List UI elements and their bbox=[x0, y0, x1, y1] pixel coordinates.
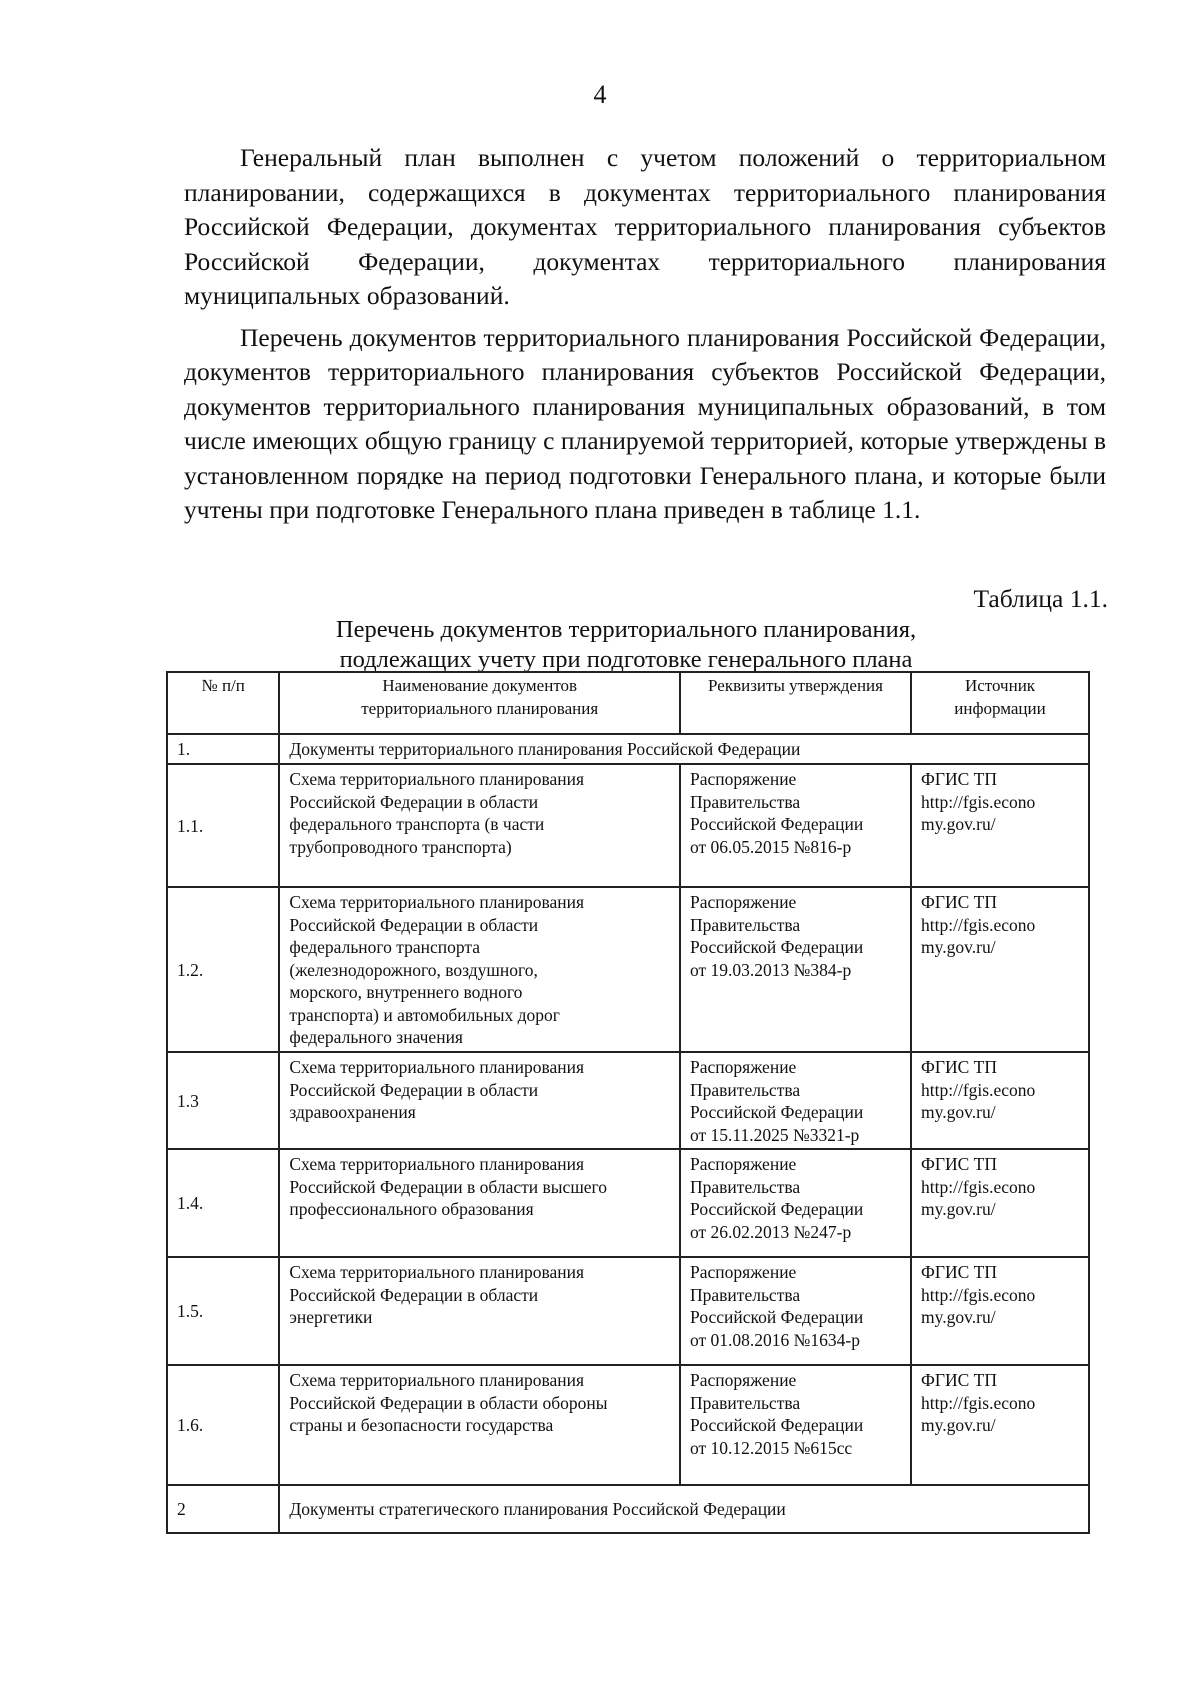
header-source bbox=[911, 672, 1089, 734]
cell-line: от 10.12.2015 №615сс bbox=[690, 1437, 853, 1458]
cell-line: (железнодорожного, воздушного, bbox=[289, 959, 538, 980]
cell-line: Российской Федерации в области bbox=[289, 1079, 539, 1100]
section-title: Документы территориального планирования Российской Федерации bbox=[279, 734, 1089, 764]
cell-line: Схема территориального планирования bbox=[289, 892, 585, 912]
cell-line: ФГИС ТП bbox=[921, 1154, 997, 1174]
cell-line: Распоряжение bbox=[690, 769, 797, 789]
cell-line: Распоряжение bbox=[690, 892, 797, 912]
cell-line: ФГИС ТП bbox=[921, 1262, 997, 1282]
cell-line: здравоохранения bbox=[289, 1102, 416, 1122]
paragraph: Генеральный план выполнен с учетом положений о территориальном планировании, содержащихся в документах территориального планирования Российской Федерации, документах территориального планирования субъектов Российской Федерации, документах территориального планирования муниципальных образований. bbox=[184, 143, 1106, 310]
cell-line: Российской Федерации в области bbox=[289, 914, 539, 935]
row-source bbox=[911, 1365, 1089, 1485]
cell-line: Правительства bbox=[690, 1392, 801, 1413]
cell-line: Правительства bbox=[690, 1079, 801, 1100]
cell-line: http://fgis.econo bbox=[921, 914, 1036, 935]
table-row bbox=[167, 1052, 1089, 1149]
table-title bbox=[165, 615, 1087, 675]
table-row bbox=[167, 1257, 1089, 1365]
cell-line: http://fgis.econo bbox=[921, 791, 1036, 812]
cell-line: профессионального образования bbox=[289, 1199, 534, 1219]
cell-line: my.gov.ru/ bbox=[921, 1307, 996, 1327]
body-text bbox=[184, 141, 1106, 535]
cell-line: ФГИС ТП bbox=[921, 892, 997, 912]
cell-line: Схема территориального планирования bbox=[289, 1057, 585, 1077]
row-num: 1.6. bbox=[167, 1365, 279, 1485]
cell-line: Российской Федерации bbox=[690, 1307, 864, 1327]
cell-line: Правительства bbox=[690, 1284, 801, 1305]
row-name bbox=[279, 887, 680, 1052]
section-num: 2 bbox=[167, 1485, 279, 1533]
table-label: Таблица 1.1. bbox=[973, 584, 1108, 613]
cell-line: Российской Федерации в области высшего bbox=[289, 1176, 608, 1197]
row-name bbox=[279, 1257, 680, 1365]
section-title: Документы стратегического планирования Российской Федерации bbox=[279, 1485, 1089, 1533]
cell-line: Российской Федерации bbox=[690, 937, 864, 957]
row-name bbox=[279, 764, 680, 887]
cell-line: my.gov.ru/ bbox=[921, 1102, 996, 1122]
cell-line: Российской Федерации bbox=[690, 1415, 864, 1435]
row-rekv bbox=[680, 1149, 911, 1257]
row-rekv bbox=[680, 1052, 911, 1149]
cell-line: Правительства bbox=[690, 791, 801, 812]
cell-line: транспорта) и автомобильных дорог bbox=[289, 1004, 560, 1025]
header-name-line: Наименование документов bbox=[382, 676, 578, 695]
cell-line: http://fgis.econo bbox=[921, 1079, 1036, 1100]
cell-line: http://fgis.econo bbox=[921, 1176, 1036, 1197]
table-row bbox=[167, 887, 1089, 1052]
cell-line: федерального транспорта bbox=[289, 937, 481, 957]
table-title-line: подлежащих учету при подготовке генерального плана bbox=[339, 646, 913, 673]
row-num: 1.4. bbox=[167, 1149, 279, 1257]
section-num: 1. bbox=[167, 734, 279, 764]
cell-line: от 15.11.2025 №3321-р bbox=[690, 1124, 860, 1145]
header-num: № п/п bbox=[167, 672, 279, 734]
cell-line: Российской Федерации в области bbox=[289, 791, 539, 812]
cell-line: энергетики bbox=[289, 1307, 373, 1327]
row-source bbox=[911, 887, 1089, 1052]
table-row bbox=[167, 1149, 1089, 1257]
header-source-line: Источник bbox=[964, 676, 1036, 695]
cell-line: my.gov.ru/ bbox=[921, 1415, 996, 1435]
cell-line: от 26.02.2013 №247-р bbox=[690, 1221, 852, 1242]
row-source bbox=[911, 1257, 1089, 1365]
section-row bbox=[167, 1485, 1089, 1533]
table-row bbox=[167, 1365, 1089, 1485]
cell-line: Правительства bbox=[690, 1176, 801, 1197]
cell-line: морского, внутреннего водного bbox=[289, 982, 523, 1002]
row-rekv bbox=[680, 887, 911, 1052]
cell-line: федерального транспорта (в части bbox=[289, 814, 545, 834]
cell-line: http://fgis.econo bbox=[921, 1392, 1036, 1413]
row-name bbox=[279, 1052, 680, 1149]
cell-line: Схема территориального планирования bbox=[289, 1370, 585, 1390]
cell-line: от 01.08.2016 №1634-р bbox=[690, 1329, 860, 1350]
header-source-line: информации bbox=[954, 698, 1046, 718]
cell-line: Схема территориального планирования bbox=[289, 769, 585, 789]
cell-line: Российской Федерации bbox=[690, 1199, 864, 1219]
row-source bbox=[911, 1052, 1089, 1149]
cell-line: от 06.05.2015 №816-р bbox=[690, 836, 852, 857]
cell-line: http://fgis.econo bbox=[921, 1284, 1036, 1305]
row-source bbox=[911, 1149, 1089, 1257]
cell-line: Правительства bbox=[690, 914, 801, 935]
row-name bbox=[279, 1365, 680, 1485]
cell-line: Российской Федерации bbox=[690, 814, 864, 834]
cell-line: Распоряжение bbox=[690, 1057, 797, 1077]
table-row bbox=[167, 764, 1089, 887]
row-source bbox=[911, 764, 1089, 887]
row-rekv bbox=[680, 764, 911, 887]
paragraph: Перечень документов территориального планирования Российской Федерации, документов территориального планирования субъектов Российской Федерации, документов территориального планирования муниципальных образований, в том числе имеющих общую границу с планируемой территорией, которые утверждены в установленном порядке на период подготовки Генерального плана, и которые были учтены при подготовке Генерального плана приведен в таблице 1.1. bbox=[184, 322, 1106, 524]
cell-line: федерального значения bbox=[289, 1027, 463, 1047]
cell-line: ФГИС ТП bbox=[921, 1370, 997, 1390]
header-name bbox=[279, 672, 680, 734]
table-header-row bbox=[167, 672, 1089, 734]
cell-line: my.gov.ru/ bbox=[921, 1199, 996, 1219]
cell-line: трубопроводного транспорта) bbox=[289, 836, 512, 857]
cell-line: my.gov.ru/ bbox=[921, 814, 996, 834]
cell-line: страны и безопасности государства bbox=[289, 1415, 554, 1435]
row-name bbox=[279, 1149, 680, 1257]
cell-line: от 19.03.2013 №384-р bbox=[690, 959, 852, 980]
row-num: 1.3 bbox=[167, 1052, 279, 1149]
cell-line: ФГИС ТП bbox=[921, 1057, 997, 1077]
page-number: 4 bbox=[593, 80, 607, 109]
cell-line: Российской Федерации bbox=[690, 1102, 864, 1122]
cell-line: Российской Федерации в области обороны bbox=[289, 1392, 608, 1413]
cell-line: my.gov.ru/ bbox=[921, 937, 996, 957]
cell-line: Схема территориального планирования bbox=[289, 1262, 585, 1282]
documents-table bbox=[166, 671, 1090, 1534]
cell-line: Схема территориального планирования bbox=[289, 1154, 585, 1174]
cell-line: ФГИС ТП bbox=[921, 769, 997, 789]
section-row bbox=[167, 734, 1089, 764]
table-title-line: Перечень документов территориального планирования, bbox=[335, 616, 917, 643]
header-name-line: территориального планирования bbox=[361, 698, 599, 718]
cell-line: Распоряжение bbox=[690, 1262, 797, 1282]
row-num: 1.1. bbox=[167, 764, 279, 887]
header-rekv: Реквизиты утверждения bbox=[680, 672, 911, 734]
cell-line: Распоряжение bbox=[690, 1154, 797, 1174]
cell-line: Российской Федерации в области bbox=[289, 1284, 539, 1305]
cell-line: Распоряжение bbox=[690, 1370, 797, 1390]
row-num: 1.2. bbox=[167, 887, 279, 1052]
row-num: 1.5. bbox=[167, 1257, 279, 1365]
row-rekv bbox=[680, 1257, 911, 1365]
row-rekv bbox=[680, 1365, 911, 1485]
